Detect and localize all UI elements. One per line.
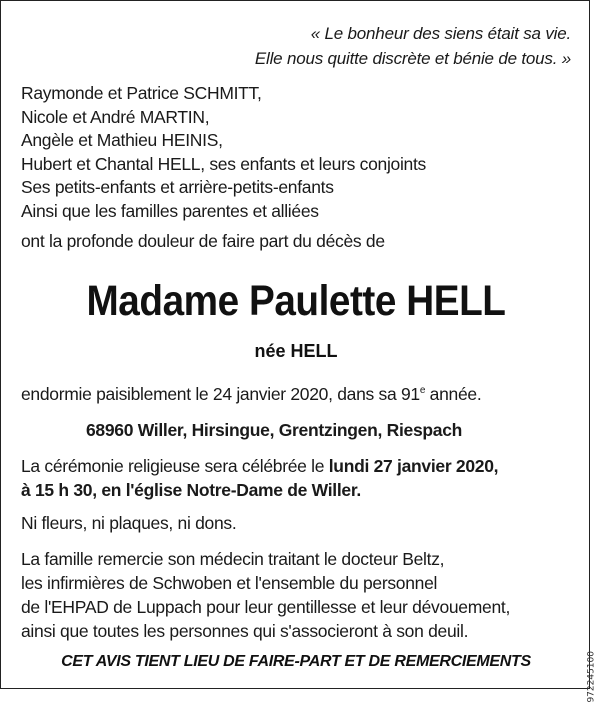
family-line: Ainsi que les familles parentes et alliées <box>21 200 319 221</box>
ceremony-intro: La cérémonie religieuse sera célébrée le <box>21 456 329 476</box>
reference-number: 972245100 <box>587 651 597 703</box>
family-line: Nicole et André MARTIN, <box>21 106 210 127</box>
ceremony-details <box>21 454 498 502</box>
deceased-name: Madame Paulette HELL <box>86 277 506 325</box>
passing-suffix: année. <box>425 384 482 404</box>
thanks-line: La famille remercie son médecin traitant le docteur Beltz, <box>21 549 445 569</box>
thanks-paragraph <box>21 547 510 643</box>
family-line: Hubert et Chantal HELL, ses enfants et leurs conjoints <box>21 153 427 174</box>
quote-line-1: « Le bonheur des siens était sa vie. <box>310 24 571 43</box>
passing-text: endormie paisiblement le 24 janvier 2020, dans sa 91 <box>21 384 420 404</box>
ceremony-line-2 <box>21 478 498 502</box>
ceremony-date: lundi 27 janvier 2020, <box>328 456 499 476</box>
passing-details <box>21 384 481 405</box>
family-line: Ses petits-enfants et arrière-petits-enfants <box>21 177 334 197</box>
family-line: Angèle et Mathieu HEINIS, <box>21 130 223 150</box>
ordinal-superscript: e <box>419 385 426 397</box>
announcement-text: ont la profonde douleur de faire part du décès de <box>21 231 385 251</box>
places-list: 68960 Willer, Hirsingue, Grentzingen, Riespach <box>86 420 463 440</box>
ceremony-time-place: à 15 h 30, en l'église Notre-Dame de Willer. <box>21 480 361 500</box>
thanks-line: les infirmières de Schwoben et l'ensemble du personnel <box>21 573 438 593</box>
family-list <box>21 82 426 223</box>
family-line: Raymonde et Patrice SCHMITT, <box>21 83 262 103</box>
thanks-line: ainsi que toutes les personnes qui s'associeront à son deuil. <box>21 621 469 641</box>
quote-line-2: Elle nous quitte discrète et bénie de tous. » <box>254 49 571 68</box>
maiden-name: née HELL <box>254 341 338 361</box>
ceremony-line-1 <box>21 454 498 478</box>
epitaph-quote <box>255 21 571 71</box>
thanks-line: de l'EHPAD de Luppach pour leur gentillesse et leur dévouement, <box>21 597 511 617</box>
no-flowers-note: Ni fleurs, ni plaques, ni dons. <box>21 513 237 533</box>
footer-notice: CET AVIS TIENT LIEU DE FAIRE-PART ET DE REMERCIEMENTS <box>61 653 531 670</box>
